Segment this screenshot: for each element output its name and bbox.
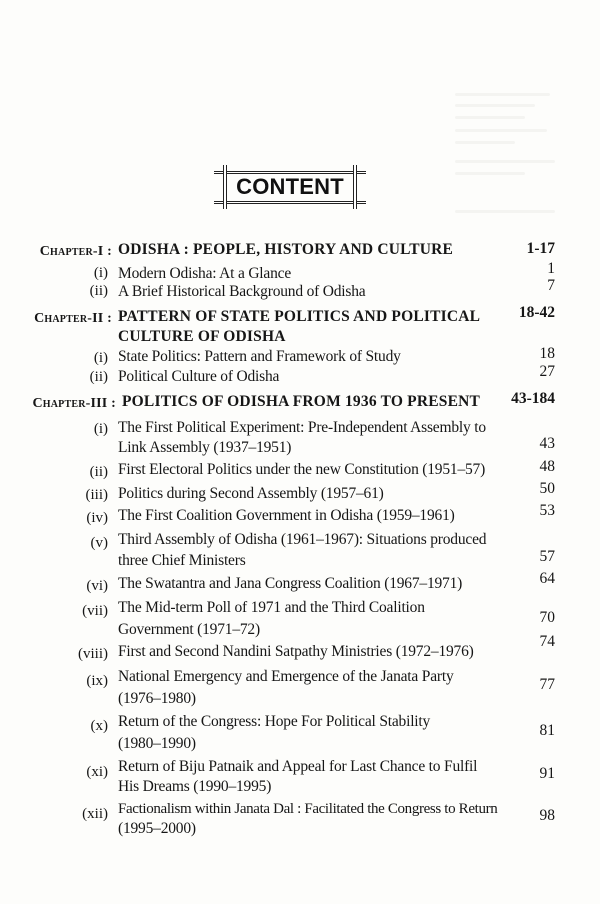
item-numeral: (vii) xyxy=(82,603,108,619)
chapter-page-range: 1-17 xyxy=(526,240,555,257)
item-title-cont: (1976–1980) xyxy=(118,690,196,707)
item-numeral: (ii) xyxy=(89,283,108,299)
item-numeral: (viii) xyxy=(78,646,108,662)
item-title: Factionalism within Janata Dal : Facilitated the Congress to Return xyxy=(118,801,498,817)
item-title: The First Political Experiment: Pre-Independent Assembly to xyxy=(118,419,486,436)
item-title-cont: Link Assembly (1937–1951) xyxy=(118,439,292,456)
item-title: Political Culture of Odisha xyxy=(118,368,280,385)
item-title: Politics during Second Assembly (1957–61) xyxy=(118,485,384,502)
item-numeral: (v) xyxy=(90,535,108,551)
chapter-label: Chapter-III : xyxy=(32,396,116,411)
item-numeral: (i) xyxy=(93,350,108,366)
item-page: 43 xyxy=(539,435,555,452)
item-numeral: (i) xyxy=(93,421,108,437)
item-numeral: (iv) xyxy=(86,510,108,526)
item-title: National Emergency and Emergence of the Janata Party xyxy=(118,668,454,685)
chapter-label: Chapter-I : xyxy=(39,244,112,259)
item-numeral: (xii) xyxy=(82,806,108,822)
item-title-cont: (1995–2000) xyxy=(118,820,196,837)
item-page: 98 xyxy=(539,807,555,824)
item-page: 53 xyxy=(539,502,555,519)
chapter-title: POLITICS OF ODISHA FROM 1936 TO PRESENT xyxy=(122,393,481,410)
item-page: 57 xyxy=(539,548,555,565)
chapter-label: Chapter-II : xyxy=(34,311,112,326)
item-title: A Brief Historical Background of Odisha xyxy=(118,283,366,300)
item-title: The Mid-term Poll of 1971 and the Third Coalition xyxy=(118,599,425,616)
item-numeral: (ii) xyxy=(89,369,108,385)
item-numeral: (i) xyxy=(93,265,108,281)
chapter-page-range: 43-184 xyxy=(511,390,555,407)
item-title-cont: Government (1971–72) xyxy=(118,621,260,638)
item-page: 64 xyxy=(539,570,555,587)
item-title-cont: three Chief Ministers xyxy=(118,552,246,569)
item-title: The First Coalition Government in Odisha (1959–1961) xyxy=(118,507,455,524)
chapter-title-cont: CULTURE OF ODISHA xyxy=(118,328,286,345)
item-numeral: (x) xyxy=(90,718,108,734)
chapter-title: PATTERN OF STATE POLITICS AND POLITICAL xyxy=(118,308,481,325)
item-numeral: (ii) xyxy=(89,464,108,480)
item-title: Modern Odisha: At a Glance xyxy=(118,265,292,282)
item-title: Return of the Congress: Hope For Political Stability xyxy=(118,713,431,730)
item-page: 1 xyxy=(547,260,555,277)
item-numeral: (xi) xyxy=(86,764,108,780)
item-page: 91 xyxy=(539,765,555,782)
item-page: 50 xyxy=(539,480,555,497)
item-numeral: (iii) xyxy=(85,487,108,503)
chapter-page-range: 18-42 xyxy=(518,304,555,321)
content-title-frame xyxy=(214,165,366,209)
item-title: The Swatantra and Jana Congress Coalition (1967–1971) xyxy=(118,575,463,592)
item-title: State Politics: Pattern and Framework of Study xyxy=(118,348,401,365)
item-title: First and Second Nandini Satpathy Ministries (1972–1976) xyxy=(118,643,474,660)
item-page: 7 xyxy=(547,277,555,294)
item-title: Third Assembly of Odisha (1961–1967): Situations produced xyxy=(118,531,487,548)
item-title: First Electoral Politics under the new Constitution (1951–57) xyxy=(118,461,486,478)
item-page: 74 xyxy=(539,633,555,650)
item-numeral: (ix) xyxy=(86,673,108,689)
frame-bottom-bar xyxy=(214,201,366,204)
item-title: Return of Biju Patnaik and Appeal for Last Chance to Fulfil xyxy=(118,758,478,775)
page-title: CONTENT xyxy=(236,174,344,199)
item-page: 70 xyxy=(539,609,555,626)
item-page: 27 xyxy=(539,363,555,380)
item-page: 77 xyxy=(539,676,555,693)
item-page: 18 xyxy=(539,345,555,362)
item-title-cont: His Dreams (1990–1995) xyxy=(118,778,272,795)
item-page: 81 xyxy=(539,722,555,739)
item-numeral: (vi) xyxy=(86,578,108,594)
item-title-cont: (1980–1990) xyxy=(118,735,196,752)
chapter-title: ODISHA : PEOPLE, HISTORY AND CULTURE xyxy=(118,241,454,258)
item-page: 48 xyxy=(539,458,555,475)
